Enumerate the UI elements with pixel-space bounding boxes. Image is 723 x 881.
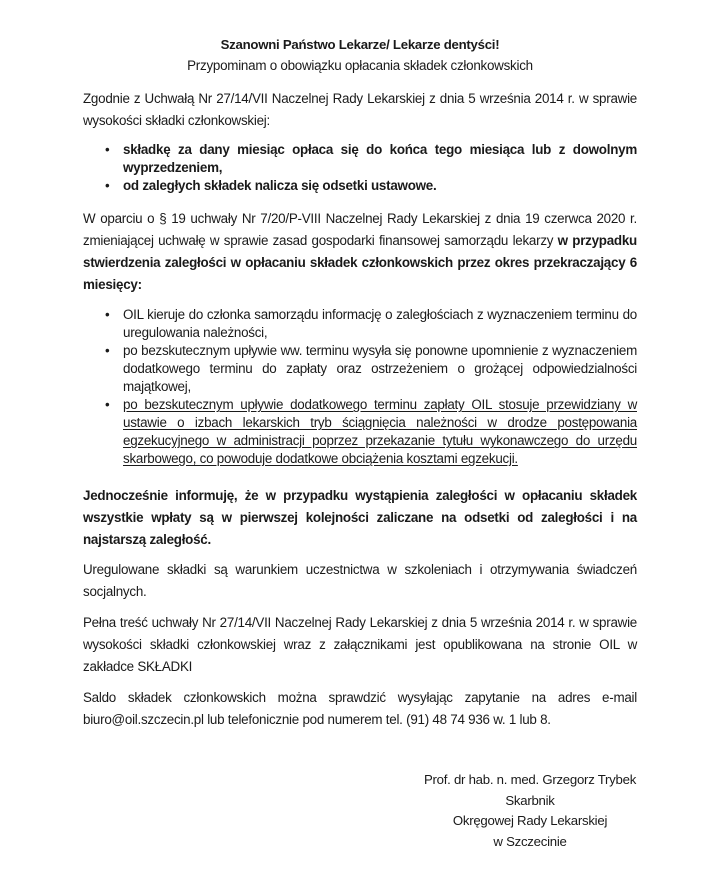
procedure-item-text-underlined: po bezskutecznym upływie dodatkowego terminu zapłaty OIL stosuje przewidziany w ustawie o izbach lekarskich tryb ściągnięcia należności w drodze postępowania egzekucyjnego w administracji poprzez przekazanie tytułu wykonawczego do urzędu skarbowego, co powoduje dodatkowe obciążenia kosztami egzekucji. — [123, 397, 637, 466]
procedure-list — [83, 306, 637, 468]
signature-city: w Szczecinie — [493, 833, 567, 849]
letter-subtitle: Przypominam o obowiązku opłacania składek członkowskich — [187, 58, 533, 73]
bullet-icon: • — [105, 178, 110, 193]
balance-paragraph: Saldo składek członkowskich można sprawdzić wysyłając zapytanie na adres e-mail biuro@oil.szczecin.pl lub telefonicznie pod numerem tel. (91) 48 74 936 w. 1 lub 8. — [83, 690, 637, 727]
full-text-paragraph: Pełna treść uchwały Nr 27/14/VII Naczelnej Rady Lekarskiej z dnia 5 września 2014 r. w sprawie wysokości składki członkowskiej wraz z załącznikami jest opublikowana na stronie OIL w zakładce SKŁADKI — [83, 615, 637, 674]
rules-list-item — [83, 141, 637, 177]
rules-list-item — [83, 177, 637, 195]
rules-list-container — [83, 141, 637, 195]
procedure-item-text: po bezskutecznym upływie ww. terminu wysyła się ponowne upomnienie z wyznaczeniem dodatkowego terminu do zapłaty oraz ostrzeżeniem o grożącej odpowiedzialności majątkowej, — [123, 343, 637, 394]
rules-list — [83, 141, 637, 195]
condition-paragraph: Uregulowane składki są warunkiem uczestnictwa w szkoleniach i otrzymywania świadczeń socjalnych. — [83, 562, 637, 599]
basis-bold-text: w przypadku stwierdzenia zaległości w opłacaniu składek członkowskich przez okres przekraczający 6 miesięcy: — [83, 233, 637, 292]
signature-name: Prof. dr hab. n. med. Grzegorz Trybek — [423, 772, 637, 787]
bullet-icon: • — [105, 343, 110, 358]
procedure-list-item — [83, 396, 637, 468]
bullet-icon: • — [105, 397, 110, 412]
signature-block — [405, 770, 655, 852]
rules-item-text: składkę za dany miesiąc opłaca się do końca tego miesiąca lub z dowolnym wyprzedzeniem, — [123, 142, 637, 175]
bullet-icon: • — [105, 142, 110, 157]
procedure-list-item — [83, 342, 637, 396]
signature-body: Okręgowej Rady Lekarskiej — [452, 813, 608, 828]
payment-order-paragraph: Jednocześnie informuję, że w przypadku wystąpienia zaległości w opłacaniu składek wszystkie wpłaty są w pierwszej kolejności zaliczane na odsetki od zaległości i na najstarszą zaległość. — [83, 488, 637, 547]
procedure-list-container — [83, 306, 637, 468]
basis-paragraph — [83, 208, 637, 296]
procedure-list-item — [83, 306, 637, 342]
bullet-icon: • — [105, 307, 110, 322]
letter-title: Szanowni Państwo Lekarze/ Lekarze dentyści! — [220, 37, 500, 52]
signature-role: Skarbnik — [505, 792, 555, 808]
intro-paragraph: Zgodnie z Uchwałą Nr 27/14/VII Naczelnej Rady Lekarskiej z dnia 5 września 2014 r. w sprawie wysokości składki członkowskiej: — [83, 91, 637, 128]
procedure-item-text: OIL kieruje do członka samorządu informację o zaległościach z wyznaczeniem terminu do uregulowania należności, — [123, 307, 637, 340]
basis-text: W oparciu o § 19 uchwały Nr 7/20/P-VIII Naczelnej Rady Lekarskiej z dnia 19 czerwca 2020 r. zmieniającej uchwałę w sprawie zasad gospodarki finansowej samorządu lekarzy — [83, 211, 637, 248]
rules-item-text: od zaległych składek nalicza się odsetki ustawowe. — [123, 178, 437, 193]
